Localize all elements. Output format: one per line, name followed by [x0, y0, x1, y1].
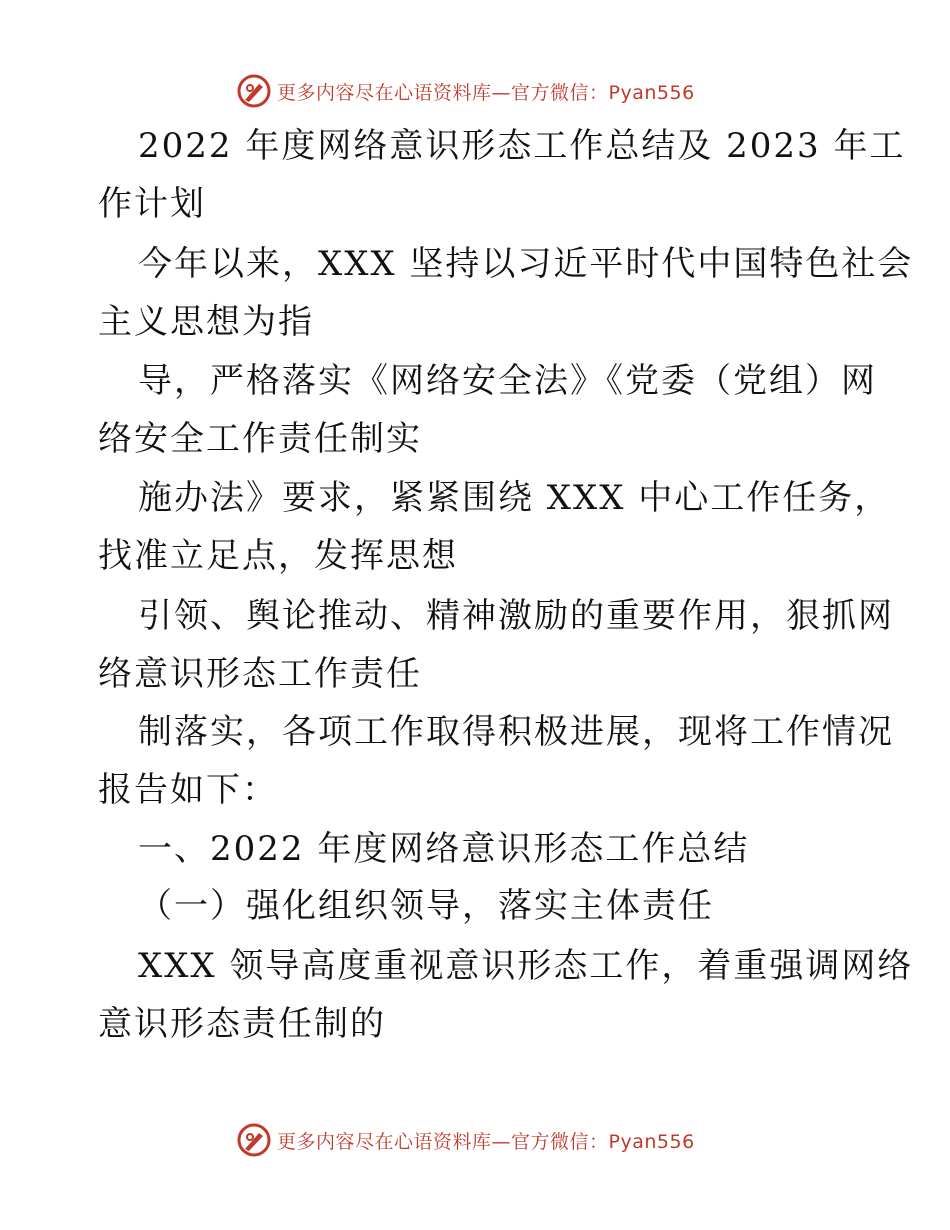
doc-line: 络意识形态工作责任	[98, 654, 422, 694]
doc-line: 今年以来，XXX 坚持以习近平时代中国特色社会	[138, 244, 914, 284]
doc-title-line-2: 作计划	[98, 184, 206, 224]
doc-line: 络安全工作责任制实	[98, 419, 422, 459]
watermark-text: 更多内容尽在心语资料库—官方微信：Pyan556	[277, 81, 695, 104]
section-heading: 一、2022 年度网络意识形态工作总结	[138, 829, 750, 869]
doc-line: 制落实，各项工作取得积极进展，现将工作情况	[138, 712, 894, 752]
doc-line: 意识形态责任制的	[98, 1004, 386, 1044]
pen-logo-icon	[237, 74, 271, 108]
watermark-text: 更多内容尽在心语资料库—官方微信：Pyan556	[277, 1130, 695, 1153]
doc-line: 主义思想为指	[98, 302, 314, 342]
watermark-footer	[0, 1120, 950, 1160]
doc-line: 引领、舆论推动、精神激励的重要作用，狠抓网	[138, 596, 894, 636]
doc-line: 施办法》要求，紧紧围绕 XXX 中心工作任务，	[138, 478, 891, 518]
pen-logo-icon	[237, 1123, 271, 1157]
doc-line: 导，严格落实《网络安全法》《党委（党组）网	[138, 361, 877, 401]
doc-title-line-1: 2022 年度网络意识形态工作总结及 2023 年工	[138, 126, 906, 166]
subsection-heading: （一）强化组织领导，落实主体责任	[138, 886, 714, 926]
watermark-header	[0, 71, 950, 111]
doc-line: 找准立足点，发挥思想	[98, 536, 458, 576]
doc-line: 报告如下：	[98, 770, 278, 810]
doc-line: XXX 领导高度重视意识形态工作，着重强调网络	[138, 946, 914, 986]
